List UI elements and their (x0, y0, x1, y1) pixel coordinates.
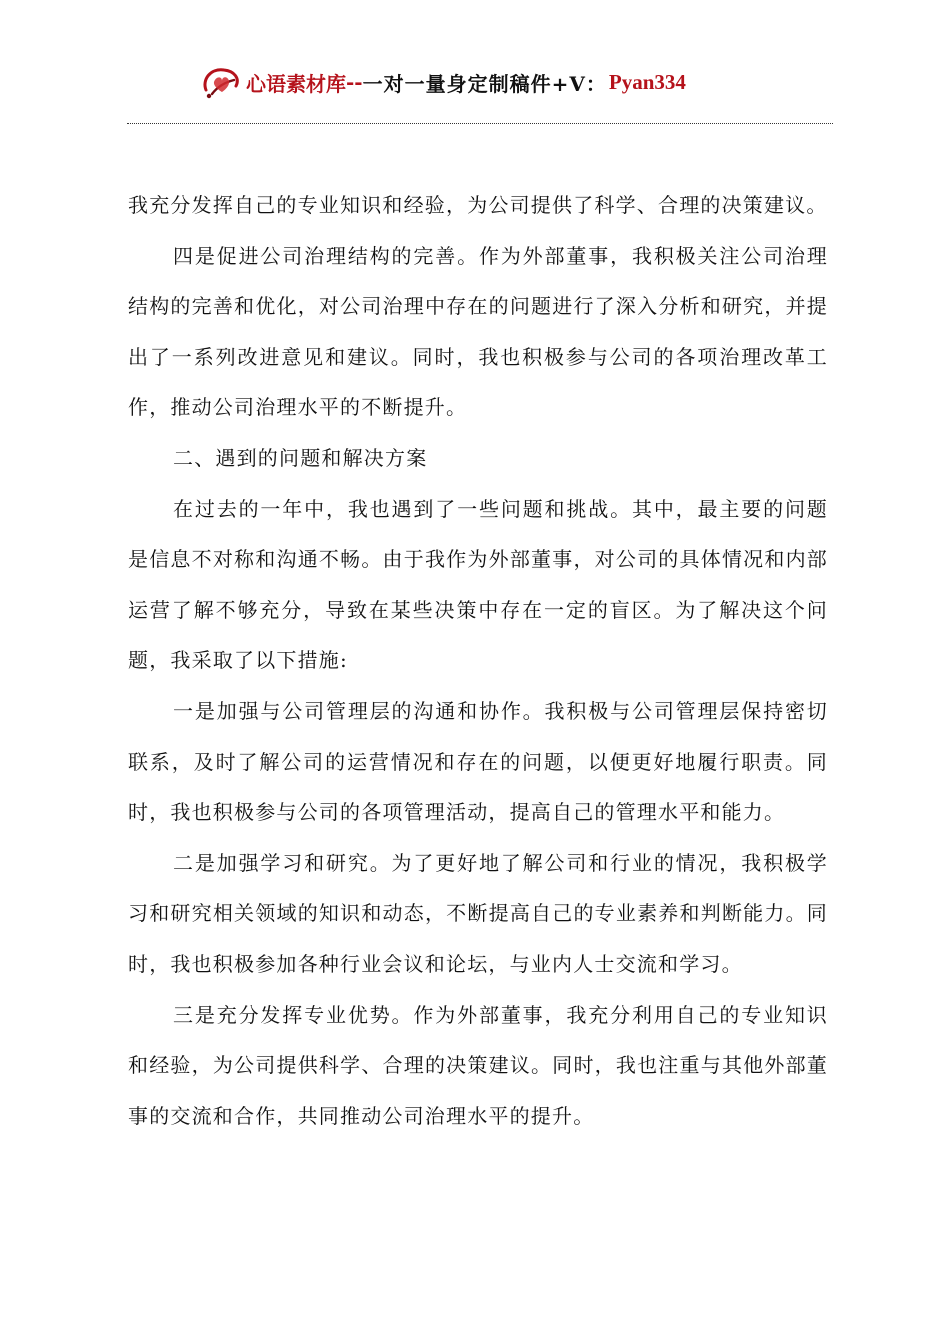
section-heading: 二、遇到的问题和解决方案 (173, 445, 428, 470)
paragraph: 在过去的一年中，我也遇到了一些问题和挑战。其中，最主要的问题是信息不对称和沟通不畅。由于我作为外部董事，对公司的具体情况和内部运营了解不够充分，导致在某些决策中存在一定的盲区。为了解决这个问题，我采取了以下措施: (128, 496, 828, 673)
header-separator: -- (346, 70, 363, 94)
paragraph: 四是促进公司治理结构的完善。作为外部董事，我积极关注公司治理结构的完善和优化，对公司治理中存在的问题进行了深入分析和研究，并提出了一系列改进意见和建议。同时，我也积极参与公司的各项治理改革工作，推动公司治理水平的不断提升。 (128, 243, 828, 420)
paragraph: 我充分发挥自己的专业知识和经验，为公司提供了科学、合理的决策建议。 (128, 193, 828, 217)
page-header (200, 58, 820, 106)
paragraph: 二是加强学习和研究。为了更好地了解公司和行业的情况，我积极学习和研究相关领域的知识和动态，不断提高自己的专业素养和判断能力。同时，我也积极参加各种行业会议和论坛，与业内人士交流和学习。 (128, 850, 828, 976)
header-brand: 心语素材库 (246, 71, 346, 96)
header-contact: Pyan334 (608, 69, 686, 94)
header-divider (127, 123, 833, 124)
header-tagline: 一对一量身定制稿件+V： (362, 71, 607, 96)
document-body (128, 180, 828, 1141)
paragraph: 三是充分发挥专业优势。作为外部董事，我充分利用自己的专业知识和经验，为公司提供科学、合理的决策建议。同时，我也注重与其他外部董事的交流和合作，共同推动公司治理水平的提升。 (128, 1002, 828, 1128)
paragraph: 一是加强与公司管理层的沟通和协作。我积极与公司管理层保持密切联系，及时了解公司的运营情况和存在的问题，以便更好地履行职责。同时，我也积极参与公司的各项管理活动，提高自己的管理水平和能力。 (128, 698, 828, 825)
brush-heart-logo-icon (200, 60, 244, 104)
